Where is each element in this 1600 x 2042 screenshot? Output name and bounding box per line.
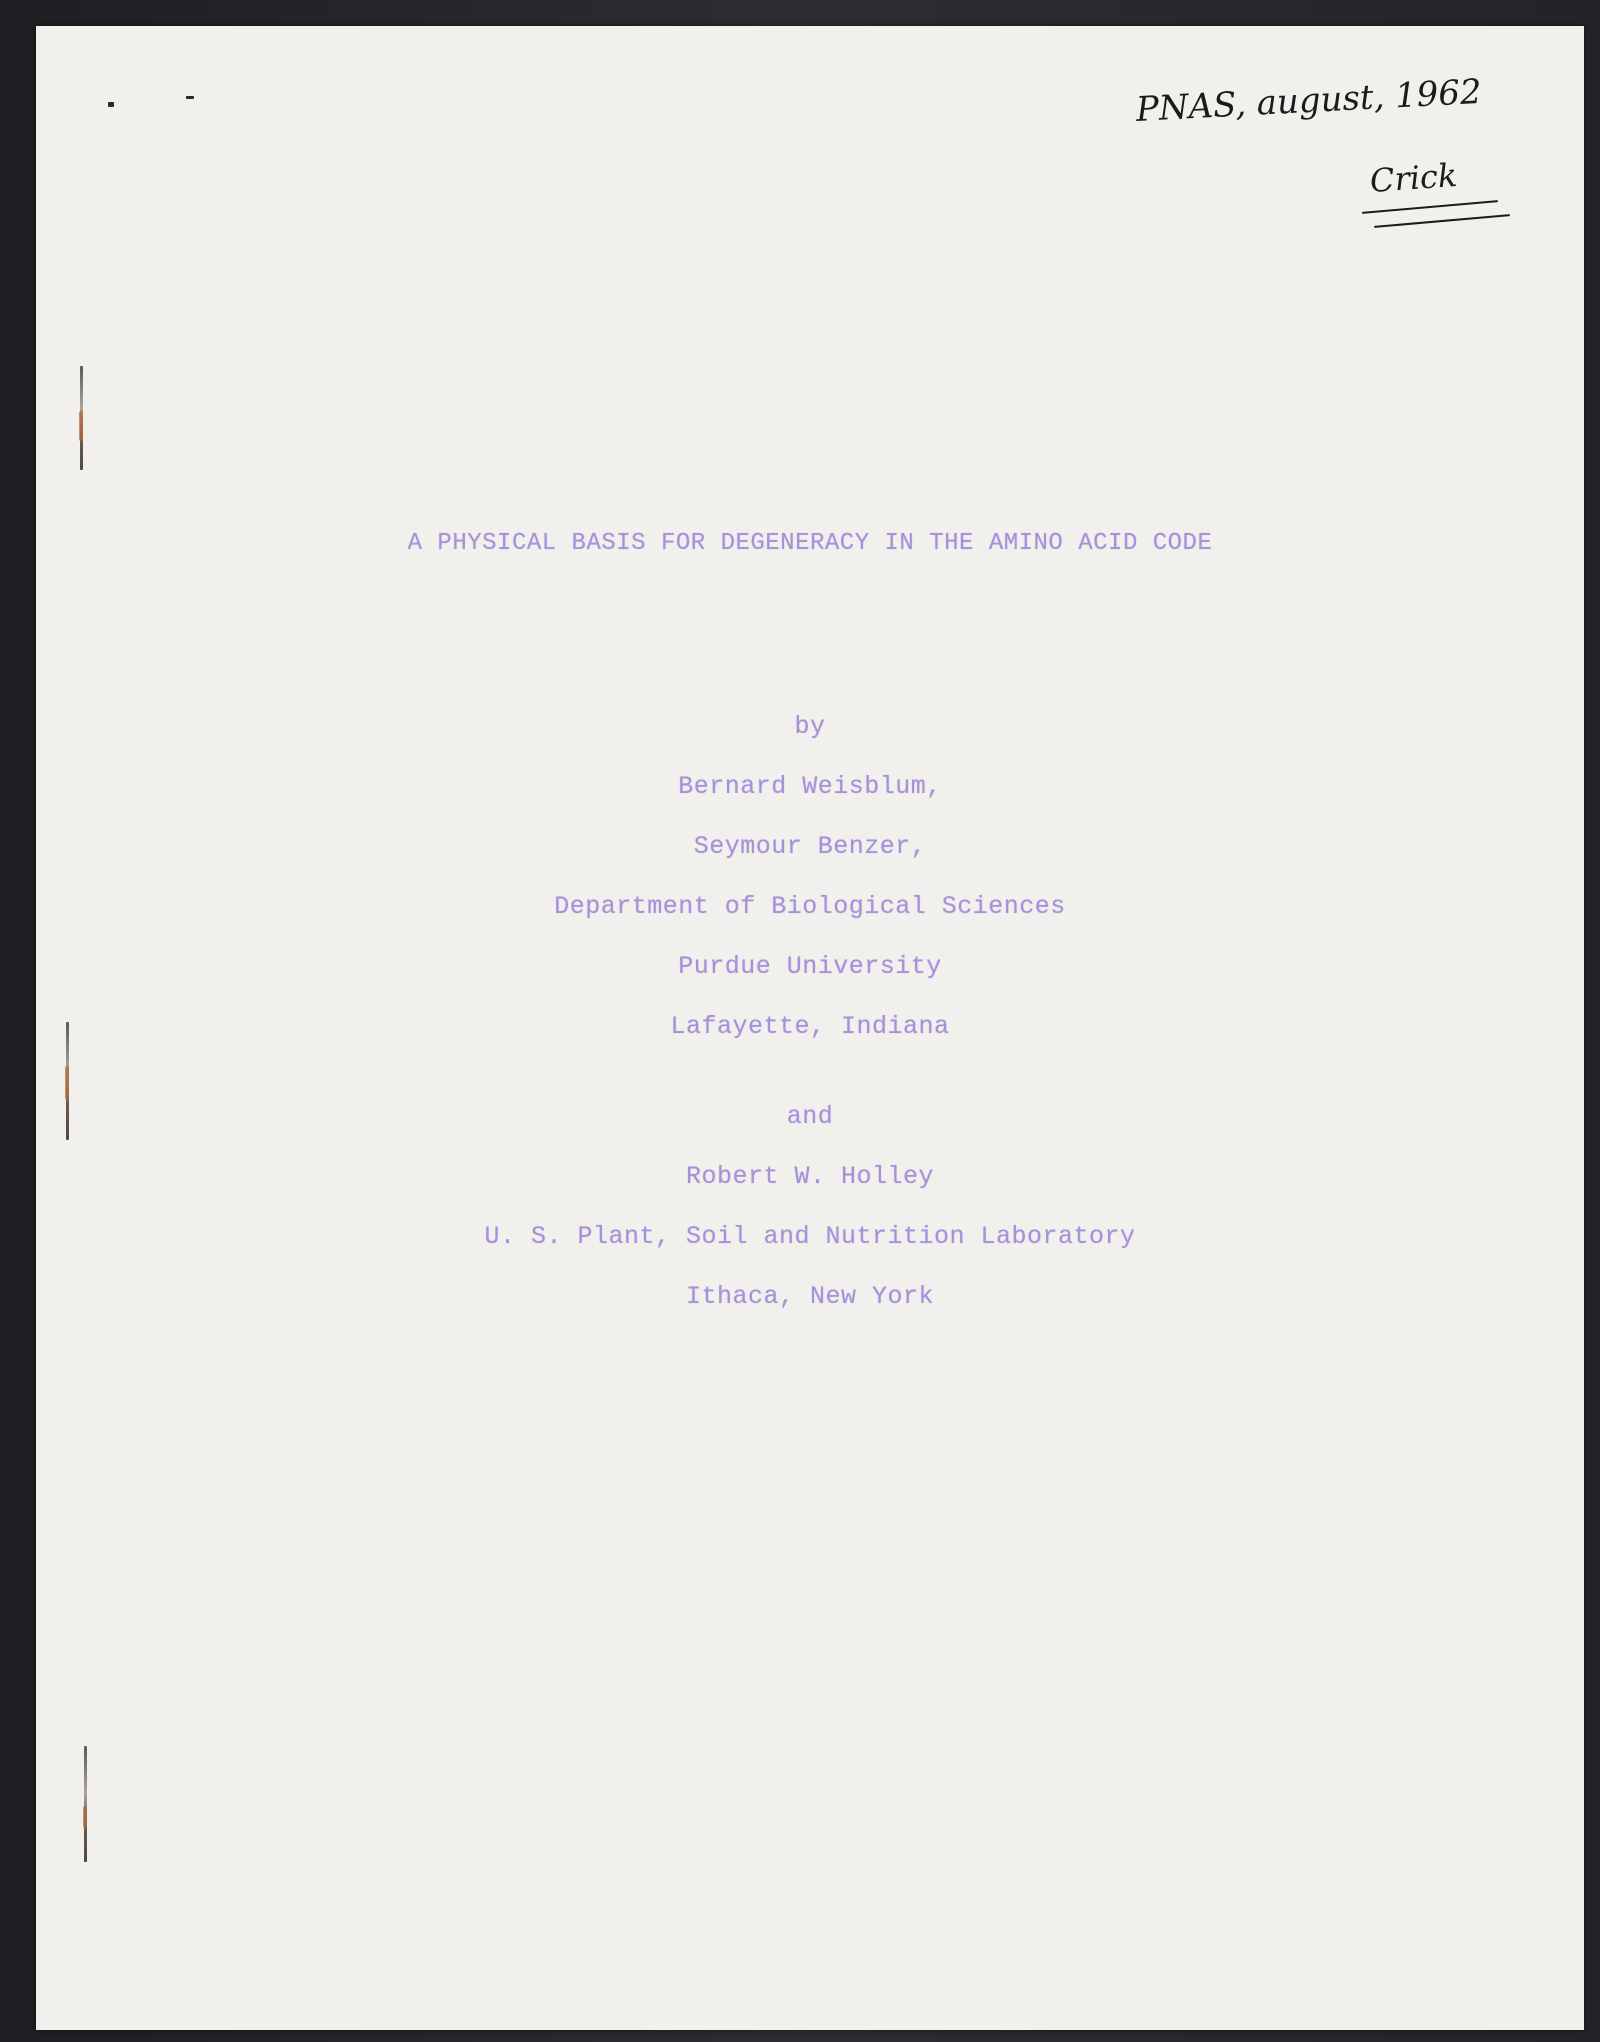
handwritten-note: PNAS, august, 1962 xyxy=(1134,71,1483,130)
affiliation-institution: Purdue University xyxy=(678,952,942,981)
punch-mark xyxy=(186,96,194,99)
staple xyxy=(84,1746,87,1862)
affiliation-department: Department of Biological Sciences xyxy=(554,892,1066,921)
byline: by xyxy=(794,712,826,741)
punch-mark xyxy=(108,102,114,107)
staple-rust xyxy=(83,1806,87,1828)
paper-title: A PHYSICAL BASIS FOR DEGENERACY IN THE AMINO ACID CODE xyxy=(407,530,1213,557)
handwritten-name: Crick xyxy=(1368,155,1459,200)
document-page xyxy=(36,26,1584,2030)
handwritten-underline xyxy=(1362,200,1498,214)
staple-rust xyxy=(65,1066,69,1100)
author-name: Bernard Weisblum, xyxy=(678,772,942,801)
affiliation-institution: U. S. Plant, Soil and Nutrition Laboratory xyxy=(484,1222,1136,1251)
author-conjunction: and xyxy=(786,1102,834,1131)
affiliation-location: Lafayette, Indiana xyxy=(670,1012,950,1041)
staple-rust xyxy=(79,411,83,441)
author-name: Robert W. Holley xyxy=(685,1162,935,1191)
handwritten-underline xyxy=(1374,214,1510,228)
affiliation-location: Ithaca, New York xyxy=(685,1282,935,1311)
author-name: Seymour Benzer, xyxy=(693,832,927,861)
